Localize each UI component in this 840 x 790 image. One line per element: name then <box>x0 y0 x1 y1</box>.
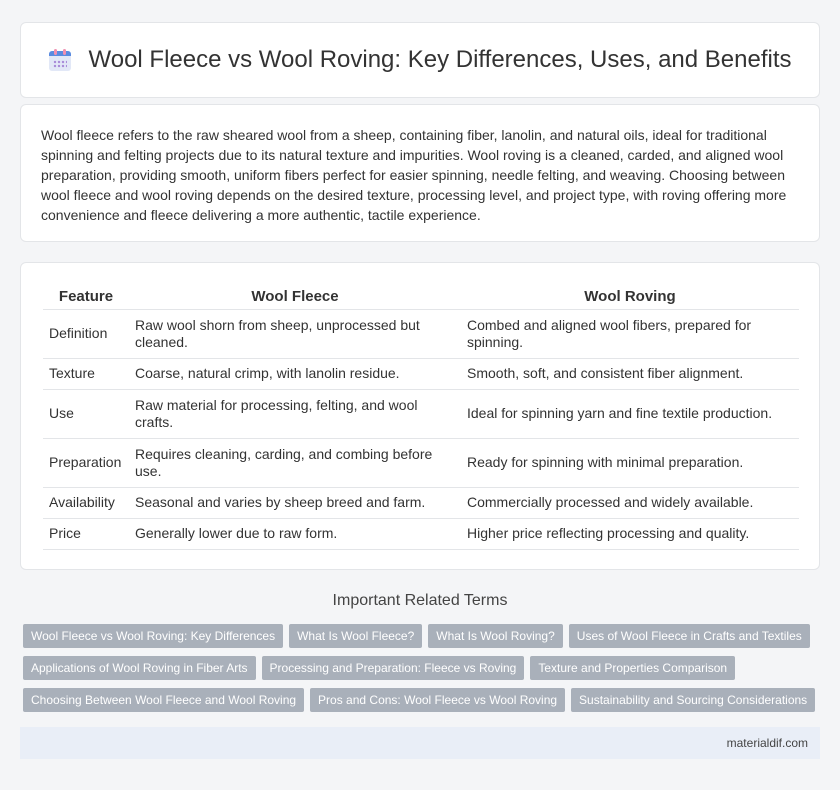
header-wool-roving: Wool Roving <box>461 285 799 309</box>
footer <box>20 727 820 759</box>
row-fleece: Raw wool shorn from sheep, unprocessed but cleaned. <box>129 309 461 358</box>
related-tag[interactable]: Processing and Preparation: Fleece vs Roving <box>262 656 525 680</box>
related-tag[interactable]: What Is Wool Fleece? <box>289 624 422 648</box>
table-row <box>43 389 799 438</box>
row-roving: Smooth, soft, and consistent fiber alignment. <box>461 358 799 389</box>
row-roving: Commercially processed and widely available. <box>461 487 799 518</box>
calendar-icon <box>49 49 71 71</box>
intro-card <box>20 104 820 242</box>
table-row <box>43 518 799 549</box>
table-row <box>43 487 799 518</box>
related-terms-title: Important Related Terms <box>332 592 508 609</box>
row-fleece: Raw material for processing, felting, and wool crafts. <box>129 389 461 438</box>
comparison-table <box>43 285 799 550</box>
header-wool-fleece: Wool Fleece <box>129 285 461 309</box>
related-tag[interactable]: Sustainability and Sourcing Considerations <box>571 688 815 712</box>
row-feature: Texture <box>43 358 129 389</box>
related-tag[interactable]: Uses of Wool Fleece in Crafts and Textiles <box>569 624 810 648</box>
row-feature: Availability <box>43 487 129 518</box>
header-card <box>20 22 820 98</box>
row-fleece: Seasonal and varies by sheep breed and farm. <box>129 487 461 518</box>
related-tags-row-1 <box>23 624 823 648</box>
related-tag[interactable]: Applications of Wool Roving in Fiber Arts <box>23 656 256 680</box>
header-feature: Feature <box>43 285 129 309</box>
row-feature: Definition <box>43 309 129 358</box>
related-tags-row-3 <box>23 688 823 712</box>
related-tag[interactable]: Choosing Between Wool Fleece and Wool Roving <box>23 688 304 712</box>
row-roving: Ideal for spinning yarn and fine textile production. <box>461 389 799 438</box>
row-fleece: Generally lower due to raw form. <box>129 518 461 549</box>
table-row <box>43 438 799 487</box>
related-tag[interactable]: Wool Fleece vs Wool Roving: Key Differences <box>23 624 283 648</box>
row-fleece: Coarse, natural crimp, with lanolin residue. <box>129 358 461 389</box>
related-tag[interactable]: Texture and Properties Comparison <box>530 656 735 680</box>
row-fleece: Requires cleaning, carding, and combing before use. <box>129 438 461 487</box>
comparison-table-card <box>20 262 820 570</box>
row-roving: Higher price reflecting processing and quality. <box>461 518 799 549</box>
intro-text: Wool fleece refers to the raw sheared wool from a sheep, containing fiber, lanolin, and natural oils, ideal for traditional spinning and felting projects due to its natural texture and impurities. Wool roving is a cleaned, carded, and aligned wool preparation, providing smooth, uniform fibers perfect for easier spinning, needle felting, and weaving. Choosing between wool fleece and wool roving depends on the desired texture, processing level, and project type, with roving offering more convenience and fleece delivering a more authentic, tactile experience. <box>41 127 787 223</box>
table-row <box>43 309 799 358</box>
related-tag[interactable]: What Is Wool Roving? <box>428 624 563 648</box>
row-feature: Preparation <box>43 438 129 487</box>
page-title: Wool Fleece vs Wool Roving: Key Differences, Uses, and Benefits <box>88 46 792 73</box>
related-tag[interactable]: Pros and Cons: Wool Fleece vs Wool Roving <box>310 688 565 712</box>
row-feature: Use <box>43 389 129 438</box>
related-tags-row-2 <box>23 656 823 680</box>
row-feature: Price <box>43 518 129 549</box>
row-roving: Ready for spinning with minimal preparation. <box>461 438 799 487</box>
table-row <box>43 358 799 389</box>
table-header-row <box>43 285 799 309</box>
footer-site[interactable]: materialdif.com <box>726 736 808 750</box>
row-roving: Combed and aligned wool fibers, prepared for spinning. <box>461 309 799 358</box>
